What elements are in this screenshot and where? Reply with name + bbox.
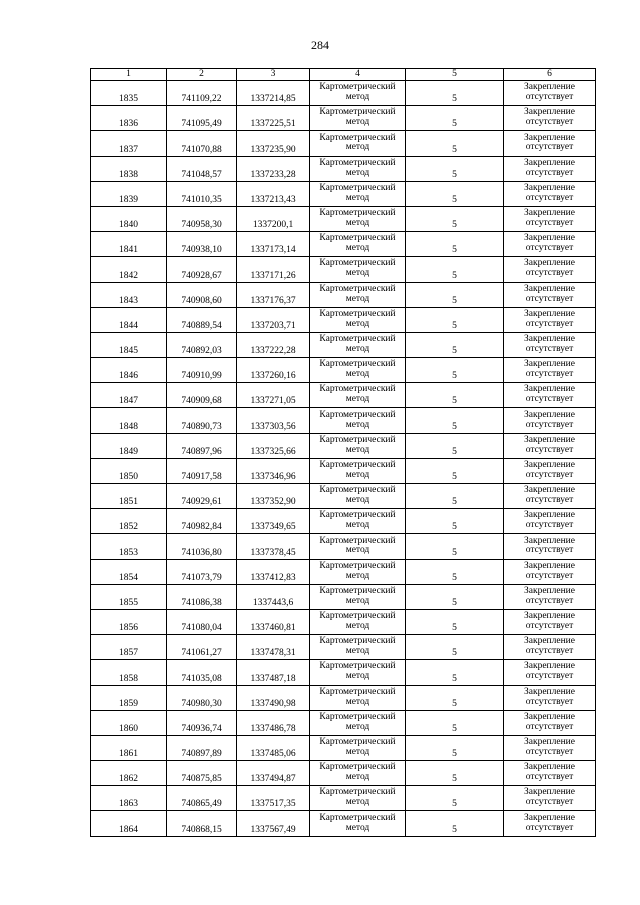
fixing-description-cell: Закрепление отсутствует [504,811,596,836]
table-row [91,332,596,357]
column-header: 3 [237,69,310,81]
x-coordinate-cell: 740980,30 [167,685,237,710]
y-coordinate-cell: 1337487,18 [237,660,310,685]
fixing-description-cell: Закрепление отсутствует [504,660,596,685]
point-number-cell: 1864 [91,811,167,836]
table-row [91,181,596,206]
table-header-row [91,69,596,81]
y-coordinate-cell: 1337271,05 [237,383,310,408]
y-coordinate-cell: 1337214,85 [237,81,310,106]
y-coordinate-cell: 1337346,96 [237,458,310,483]
method-cell: Картометрический метод [310,584,406,609]
table-row [91,761,596,786]
accuracy-cell: 5 [406,458,504,483]
table-row [91,685,596,710]
fixing-description-cell: Закрепление отсутствует [504,257,596,282]
table-row [91,383,596,408]
point-number-cell: 1838 [91,156,167,181]
y-coordinate-cell: 1337222,28 [237,332,310,357]
accuracy-cell: 5 [406,156,504,181]
method-cell: Картометрический метод [310,181,406,206]
fixing-description-cell: Закрепление отсутствует [504,156,596,181]
point-number-cell: 1839 [91,181,167,206]
column-header: 4 [310,69,406,81]
table-row [91,282,596,307]
fixing-description-cell: Закрепление отсутствует [504,635,596,660]
fixing-description-cell: Закрепление отсутствует [504,282,596,307]
point-number-cell: 1854 [91,559,167,584]
x-coordinate-cell: 740897,96 [167,433,237,458]
method-cell: Картометрический метод [310,484,406,509]
point-number-cell: 1845 [91,332,167,357]
accuracy-cell: 5 [406,811,504,836]
y-coordinate-cell: 1337213,43 [237,181,310,206]
method-cell: Картометрический метод [310,156,406,181]
method-cell: Картометрический метод [310,458,406,483]
fixing-description-cell: Закрепление отсутствует [504,307,596,332]
x-coordinate-cell: 740938,10 [167,232,237,257]
method-cell: Картометрический метод [310,257,406,282]
method-cell: Картометрический метод [310,609,406,634]
x-coordinate-cell: 740909,68 [167,383,237,408]
y-coordinate-cell: 1337517,35 [237,786,310,811]
y-coordinate-cell: 1337478,31 [237,635,310,660]
accuracy-cell: 5 [406,332,504,357]
point-number-cell: 1856 [91,609,167,634]
fixing-description-cell: Закрепление отсутствует [504,710,596,735]
accuracy-cell: 5 [406,509,504,534]
method-cell: Картометрический метод [310,786,406,811]
accuracy-cell: 5 [406,408,504,433]
y-coordinate-cell: 1337494,87 [237,761,310,786]
x-coordinate-cell: 741095,49 [167,106,237,131]
accuracy-cell: 5 [406,660,504,685]
x-coordinate-cell: 740890,73 [167,408,237,433]
accuracy-cell: 5 [406,685,504,710]
fixing-description-cell: Закрепление отсутствует [504,206,596,231]
fixing-description-cell: Закрепление отсутствует [504,332,596,357]
method-cell: Картометрический метод [310,282,406,307]
fixing-description-cell: Закрепление отсутствует [504,383,596,408]
table-row [91,81,596,106]
y-coordinate-cell: 1337235,90 [237,131,310,156]
y-coordinate-cell: 1337460,81 [237,609,310,634]
accuracy-cell: 5 [406,181,504,206]
method-cell: Картометрический метод [310,131,406,156]
accuracy-cell: 5 [406,609,504,634]
y-coordinate-cell: 1337173,14 [237,232,310,257]
table-row [91,635,596,660]
x-coordinate-cell: 740910,99 [167,358,237,383]
fixing-description-cell: Закрепление отсутствует [504,685,596,710]
method-cell: Картометрический метод [310,106,406,131]
x-coordinate-cell: 740868,15 [167,811,237,836]
method-cell: Картометрический метод [310,509,406,534]
accuracy-cell: 5 [406,282,504,307]
y-coordinate-cell: 1337443,6 [237,584,310,609]
method-cell: Картометрический метод [310,81,406,106]
x-coordinate-cell: 741109,22 [167,81,237,106]
point-number-cell: 1842 [91,257,167,282]
table-row [91,534,596,559]
point-number-cell: 1853 [91,534,167,559]
accuracy-cell: 5 [406,484,504,509]
table-row [91,584,596,609]
method-cell: Картометрический метод [310,307,406,332]
table-row [91,106,596,131]
point-number-cell: 1860 [91,710,167,735]
method-cell: Картометрический метод [310,685,406,710]
point-number-cell: 1857 [91,635,167,660]
point-number-cell: 1852 [91,509,167,534]
fixing-description-cell: Закрепление отсутствует [504,131,596,156]
y-coordinate-cell: 1337176,37 [237,282,310,307]
accuracy-cell: 5 [406,307,504,332]
method-cell: Картометрический метод [310,559,406,584]
table-row [91,307,596,332]
table-row [91,433,596,458]
y-coordinate-cell: 1337378,45 [237,534,310,559]
column-header: 5 [406,69,504,81]
accuracy-cell: 5 [406,559,504,584]
fixing-description-cell: Закрепление отсутствует [504,232,596,257]
accuracy-cell: 5 [406,786,504,811]
table-row [91,559,596,584]
accuracy-cell: 5 [406,206,504,231]
x-coordinate-cell: 740982,84 [167,509,237,534]
coordinates-table [90,68,596,837]
x-coordinate-cell: 740928,67 [167,257,237,282]
method-cell: Картометрический метод [310,232,406,257]
y-coordinate-cell: 1337260,16 [237,358,310,383]
method-cell: Картометрический метод [310,761,406,786]
method-cell: Картометрический метод [310,635,406,660]
fixing-description-cell: Закрепление отсутствует [504,559,596,584]
x-coordinate-cell: 741048,57 [167,156,237,181]
table-row [91,811,596,836]
y-coordinate-cell: 1337203,71 [237,307,310,332]
method-cell: Картометрический метод [310,332,406,357]
accuracy-cell: 5 [406,534,504,559]
point-number-cell: 1849 [91,433,167,458]
method-cell: Картометрический метод [310,534,406,559]
page-number: 284 [311,38,329,52]
table-row [91,786,596,811]
x-coordinate-cell: 740897,89 [167,735,237,760]
table-row [91,408,596,433]
table-row [91,710,596,735]
table-row [91,131,596,156]
point-number-cell: 1844 [91,307,167,332]
fixing-description-cell: Закрепление отсутствует [504,358,596,383]
x-coordinate-cell: 740875,85 [167,761,237,786]
point-number-cell: 1862 [91,761,167,786]
fixing-description-cell: Закрепление отсутствует [504,584,596,609]
point-number-cell: 1841 [91,232,167,257]
accuracy-cell: 5 [406,358,504,383]
y-coordinate-cell: 1337486,78 [237,710,310,735]
x-coordinate-cell: 741073,79 [167,559,237,584]
method-cell: Картометрический метод [310,660,406,685]
x-coordinate-cell: 740958,30 [167,206,237,231]
x-coordinate-cell: 740889,54 [167,307,237,332]
table-row [91,206,596,231]
fixing-description-cell: Закрепление отсутствует [504,534,596,559]
x-coordinate-cell: 741061,27 [167,635,237,660]
fixing-description-cell: Закрепление отсутствует [504,484,596,509]
point-number-cell: 1846 [91,358,167,383]
x-coordinate-cell: 741010,35 [167,181,237,206]
accuracy-cell: 5 [406,584,504,609]
table-row [91,156,596,181]
table-row [91,660,596,685]
method-cell: Картометрический метод [310,735,406,760]
point-number-cell: 1855 [91,584,167,609]
accuracy-cell: 5 [406,383,504,408]
method-cell: Картометрический метод [310,433,406,458]
point-number-cell: 1840 [91,206,167,231]
point-number-cell: 1861 [91,735,167,760]
point-number-cell: 1858 [91,660,167,685]
point-number-cell: 1848 [91,408,167,433]
accuracy-cell: 5 [406,232,504,257]
point-number-cell: 1850 [91,458,167,483]
y-coordinate-cell: 1337412,83 [237,559,310,584]
y-coordinate-cell: 1337233,28 [237,156,310,181]
accuracy-cell: 5 [406,735,504,760]
fixing-description-cell: Закрепление отсутствует [504,509,596,534]
y-coordinate-cell: 1337200,1 [237,206,310,231]
method-cell: Картометрический метод [310,206,406,231]
x-coordinate-cell: 740908,60 [167,282,237,307]
fixing-description-cell: Закрепление отсутствует [504,81,596,106]
y-coordinate-cell: 1337303,56 [237,408,310,433]
point-number-cell: 1863 [91,786,167,811]
table-row [91,484,596,509]
accuracy-cell: 5 [406,433,504,458]
method-cell: Картометрический метод [310,408,406,433]
column-header: 2 [167,69,237,81]
fixing-description-cell: Закрепление отсутствует [504,408,596,433]
fixing-description-cell: Закрепление отсутствует [504,609,596,634]
fixing-description-cell: Закрепление отсутствует [504,761,596,786]
fixing-description-cell: Закрепление отсутствует [504,786,596,811]
table-row [91,232,596,257]
table-row [91,458,596,483]
x-coordinate-cell: 741080,04 [167,609,237,634]
x-coordinate-cell: 740936,74 [167,710,237,735]
x-coordinate-cell: 741086,38 [167,584,237,609]
point-number-cell: 1843 [91,282,167,307]
point-number-cell: 1835 [91,81,167,106]
fixing-description-cell: Закрепление отсутствует [504,181,596,206]
table-row [91,358,596,383]
y-coordinate-cell: 1337485,06 [237,735,310,760]
accuracy-cell: 5 [406,106,504,131]
point-number-cell: 1836 [91,106,167,131]
column-header: 6 [504,69,596,81]
y-coordinate-cell: 1337225,51 [237,106,310,131]
accuracy-cell: 5 [406,635,504,660]
fixing-description-cell: Закрепление отсутствует [504,433,596,458]
table-row [91,509,596,534]
method-cell: Картометрический метод [310,811,406,836]
accuracy-cell: 5 [406,761,504,786]
x-coordinate-cell: 740929,61 [167,484,237,509]
table-row [91,257,596,282]
x-coordinate-cell: 741036,80 [167,534,237,559]
y-coordinate-cell: 1337352,90 [237,484,310,509]
point-number-cell: 1851 [91,484,167,509]
point-number-cell: 1847 [91,383,167,408]
table-row [91,735,596,760]
table-row [91,609,596,634]
fixing-description-cell: Закрепление отсутствует [504,735,596,760]
y-coordinate-cell: 1337349,65 [237,509,310,534]
method-cell: Картометрический метод [310,710,406,735]
accuracy-cell: 5 [406,710,504,735]
x-coordinate-cell: 741035,08 [167,660,237,685]
y-coordinate-cell: 1337171,26 [237,257,310,282]
column-header: 1 [91,69,167,81]
fixing-description-cell: Закрепление отсутствует [504,106,596,131]
y-coordinate-cell: 1337490,98 [237,685,310,710]
point-number-cell: 1859 [91,685,167,710]
x-coordinate-cell: 740865,49 [167,786,237,811]
y-coordinate-cell: 1337567,49 [237,811,310,836]
y-coordinate-cell: 1337325,66 [237,433,310,458]
accuracy-cell: 5 [406,131,504,156]
accuracy-cell: 5 [406,257,504,282]
x-coordinate-cell: 741070,88 [167,131,237,156]
x-coordinate-cell: 740917,58 [167,458,237,483]
x-coordinate-cell: 740892,03 [167,332,237,357]
method-cell: Картометрический метод [310,358,406,383]
method-cell: Картометрический метод [310,383,406,408]
point-number-cell: 1837 [91,131,167,156]
accuracy-cell: 5 [406,81,504,106]
fixing-description-cell: Закрепление отсутствует [504,458,596,483]
